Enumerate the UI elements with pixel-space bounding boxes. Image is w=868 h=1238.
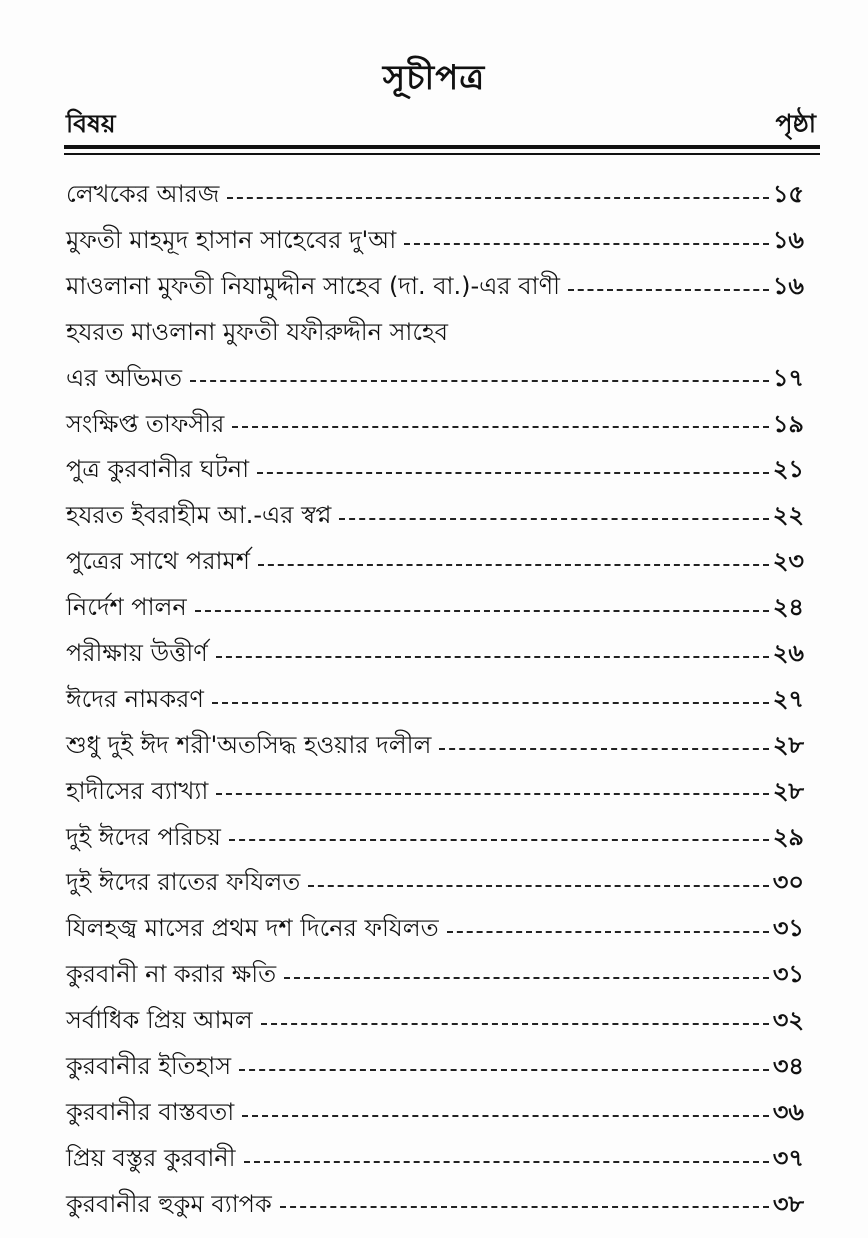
toc-entry-page-number: ২৭ [772, 684, 804, 713]
dotted-leader [568, 289, 769, 291]
page-column-heading: পৃষ্ঠা [775, 109, 816, 138]
dotted-leader [261, 1023, 769, 1025]
toc-entry-title: পুত্র কুরবানীর ঘটনা [66, 455, 250, 484]
toc-entry-page-number: ২৩ [772, 547, 804, 576]
toc-entry-title: কুরবানীর বাস্তবতা [66, 1097, 235, 1126]
toc-entry [66, 805, 804, 851]
toc-entry [66, 1173, 804, 1219]
page-title: সূচীপত্র [382, 58, 486, 98]
toc-entry-page-number: ১৫ [772, 180, 804, 209]
toc-entry-title: দুই ঈদের রাতের ফযিলত [66, 868, 301, 897]
toc-entry-page-number: ১৬ [772, 225, 804, 254]
toc-entry-title: হাদীসের ব্যাখ্যা [66, 776, 209, 805]
toc-entry-page-number: ১৭ [772, 363, 804, 392]
dotted-leader [257, 472, 769, 474]
toc-entry-page-number: ২৬ [772, 639, 804, 667]
toc-entry [66, 897, 804, 943]
dotted-leader [284, 977, 769, 979]
toc-entry [66, 347, 804, 393]
toc-entry-title: হযরত ইবরাহীম আ.-এর স্বপ্ন [66, 501, 332, 530]
toc-entry-page-number: ৩৬ [772, 1097, 804, 1126]
toc-entry-title: লেখকের আরজ [66, 180, 220, 209]
toc-entry [66, 484, 804, 530]
toc-entry-title: মাওলানা মুফতী নিযামুদ্দীন সাহেব (দা. বা.)-এর বাণী [66, 271, 560, 300]
dotted-leader [244, 1161, 769, 1163]
toc-entry [66, 301, 804, 347]
toc-entry-page-number: ৩২ [772, 1006, 804, 1035]
toc-entry-page-number: ১৯ [772, 409, 804, 438]
toc-entry-title: এর অভিমত [66, 363, 182, 392]
toc-entry [66, 530, 804, 576]
toc-entry-page-number: ৩০ [772, 868, 804, 897]
toc-list [66, 163, 804, 1218]
toc-entry [66, 714, 804, 760]
toc-entry-title: যিলহজ্ব মাসের প্রথম দশ দিনের ফযিলত [66, 914, 439, 943]
toc-entry-title: নির্দেশ পালন [66, 593, 187, 622]
dotted-leader [227, 197, 769, 199]
toc-entry [66, 1127, 804, 1173]
toc-entry [66, 668, 804, 714]
toc-entry-page-number: ৩১ [772, 960, 804, 989]
toc-entry-title: পরীক্ষায় উত্তীর্ণ [66, 639, 208, 667]
toc-entry [66, 943, 804, 989]
toc-entry-page-number: ২৮ [772, 776, 804, 805]
toc-entry [66, 392, 804, 438]
toc-entry-title: সংক্ষিপ্ত তাফসীর [66, 409, 225, 438]
toc-entry-title: প্রিয় বস্তুর কুরবানী [66, 1143, 236, 1172]
toc-entry-title: কুরবানী না করার ক্ষতি [66, 960, 277, 989]
toc-entry-page-number: ২৯ [772, 822, 804, 851]
dotted-leader [212, 702, 769, 704]
toc-entry-title: দুই ঈদের পরিচয় [66, 822, 221, 851]
toc-entry-page-number: ২১ [772, 455, 804, 484]
dotted-leader [190, 380, 769, 382]
toc-entry-title: সর্বাধিক প্রিয় আমল [66, 1006, 253, 1035]
toc-entry-title: শুধু দুই ঈদ শরী'অতসিদ্ধ হওয়ার দলীল [66, 730, 432, 759]
dotted-leader [229, 839, 769, 841]
dotted-leader [308, 885, 769, 887]
toc-entry-page-number: ৩৮ [772, 1189, 804, 1218]
dotted-leader [232, 426, 769, 428]
dotted-leader [339, 518, 768, 520]
dotted-leader [280, 1206, 769, 1208]
toc-entry-page-number: ৩৭ [772, 1143, 804, 1172]
toc-entry-page-number: ২২ [772, 501, 804, 530]
subject-column-heading: বিষয় [66, 109, 116, 138]
toc-entry-page-number: ৩৪ [772, 1052, 804, 1081]
dotted-leader [404, 243, 769, 245]
toc-entry [66, 851, 804, 897]
header-rule-thin [64, 153, 820, 155]
toc-entry [66, 576, 804, 622]
dotted-leader [258, 564, 769, 566]
toc-entry [66, 438, 804, 484]
dotted-leader [447, 931, 769, 933]
toc-entry-title: হযরত মাওলানা মুফতী যফীরুদ্দীন সাহেব [66, 317, 448, 346]
dotted-leader [239, 1069, 769, 1071]
dotted-leader [216, 793, 768, 795]
toc-entry-title: পুত্রের সাথে পরামর্শ [66, 547, 251, 576]
toc-entry [66, 622, 804, 668]
dotted-leader [216, 656, 769, 658]
toc-entry-title: ঈদের নামকরণ [66, 684, 204, 713]
toc-entry [66, 989, 804, 1035]
toc-entry [66, 209, 804, 255]
toc-entry-title: কুরবানীর ইতিহাস [66, 1052, 232, 1081]
toc-entry [66, 760, 804, 806]
dotted-leader [242, 1115, 769, 1117]
header-rule-thick [64, 145, 820, 149]
toc-entry-title: মুফতী মাহমূদ হাসান সাহেবের দু'আ [66, 225, 397, 254]
toc-entry-page-number: ১৬ [772, 271, 804, 300]
toc-entry [66, 1035, 804, 1081]
dotted-leader [195, 610, 769, 612]
toc-entry-page-number: ২৮ [772, 730, 804, 759]
toc-entry [66, 163, 804, 209]
toc-entry [66, 255, 804, 301]
toc-entry-page-number: ৩১ [772, 914, 804, 943]
toc-entry-title: কুরবানীর হুকুম ব্যাপক [66, 1189, 272, 1218]
toc-entry-page-number: ২৪ [772, 593, 804, 622]
dotted-leader [439, 748, 768, 750]
toc-entry [66, 1081, 804, 1127]
